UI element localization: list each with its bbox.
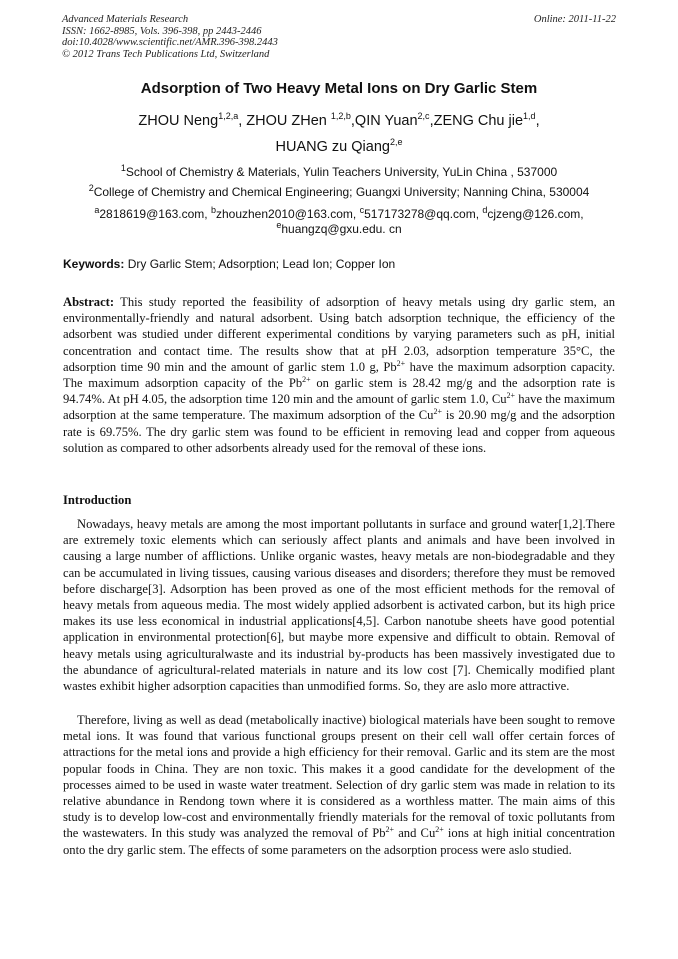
ion-charge: 2+ xyxy=(506,391,516,401)
affiliation-text: College of Chemistry and Chemical Engineering; Guangxi University; Nanning China, 530004 xyxy=(93,185,590,199)
email-address: 2818619@163.com, xyxy=(99,207,211,221)
email-mark: e xyxy=(276,220,282,230)
abstract-text: This study reported the feasibility of adsorption of heavy metals using dry garlic stem, an environmentally-friendly and natural adsorbent. Using batch adsorption technique, the efficiency of the adsorbent was studied under different experimental conditions by varying parameters such as pH, initial concentration and contact time. The results show that at pH 2.03, adsorption temperature 35°C, the adsorption time 90 min and the amount of garlic stem 1.0 g, Pb xyxy=(63,295,615,374)
abstract-text: have the maximum adsorption at the same temperature. The maximum adsorption of the Cu xyxy=(63,392,615,423)
affiliation-mark: 2 xyxy=(88,183,94,193)
email-address: zhouzhen2010@163.com, xyxy=(215,207,360,221)
author-separator: , xyxy=(535,113,540,129)
author-line-1 xyxy=(0,113,678,129)
author-name: ,ZENG Chu jie xyxy=(429,113,524,129)
email-address: huangzq@gxu.edu. cn xyxy=(281,222,402,236)
online-date: Online: 2011-11-22 xyxy=(533,14,616,25)
abstract-text: have the maximum adsorption capacity. The maximum adsorption capacity of the Pb xyxy=(63,359,616,391)
paragraph-text: and Cu xyxy=(394,826,436,841)
email-address: 517173278@qq.com, xyxy=(364,207,483,221)
journal-header xyxy=(62,14,616,60)
journal-doi: doi:10.4028/www.scientific.net/AMR.396-398.2443 xyxy=(62,37,278,48)
affiliation-text: School of Chemistry & Materials, Yulin Teachers University, YuLin China , 537000 xyxy=(125,165,558,179)
author-name: ZHOU Neng xyxy=(138,113,219,129)
email-mark: b xyxy=(210,205,216,215)
email-line-2 xyxy=(0,222,678,237)
email-address: cjzeng@126.com, xyxy=(487,207,584,221)
author-affil-mark: 1,2,a xyxy=(218,111,239,122)
email-mark: d xyxy=(482,205,488,215)
paragraph-text: ions at high initial concentration onto the dry garlic stem. The effects of some parameters on the adsorption process were aslo studied. xyxy=(63,826,615,857)
journal-issn: ISSN: 1662-8985, Vols. 396-398, pp 2443-2446 xyxy=(62,25,262,37)
abstract-text: is 20.90 mg/g and the adsorption rate is 69.75%. The dry garlic stem was found to be efficient in removing lead and copper from aqueous solution as compared to other adsorbents already used for the removal of these ions. xyxy=(63,408,615,455)
keywords-label: Keywords: xyxy=(63,257,125,271)
ion-charge: 2+ xyxy=(433,407,442,417)
author-name: ,QIN Yuan xyxy=(350,113,418,129)
abstract-label: Abstract: xyxy=(63,295,115,309)
introduction-paragraph-2 xyxy=(63,712,615,858)
keywords-text: Dry Garlic Stem; Adsorption; Lead Ion; Copper Ion xyxy=(124,257,396,271)
journal-copyright: © 2012 Trans Tech Publications Ltd, Switzerland xyxy=(62,48,270,60)
paragraph-text: Therefore, living as well as dead (metabolically inactive) biological materials have been sought to remove metal ions. It was found that various functional groups present on their cell wall offer certain forces of attractions for the metal ions and provide a high efficiency for their removal. Garlic and its stem are the most popular foods in China. They are non toxic. This makes it a good candidate for the development of the processes aimed to be used in waste water treatment. Selection of dry garlic stem was made in relation to its relative abundance in Rendong town where it is considered as a worthless matter. The main aims of this study is to develop low-cost and environmentally friendly materials for the removal of toxic pollutants from the wastewaters. In this study was analyzed the removal of Pb xyxy=(63,713,615,841)
email-list xyxy=(0,207,678,237)
ion-charge: 2+ xyxy=(302,374,311,384)
author-affil-mark: 1,d xyxy=(523,111,536,122)
introduction-paragraph-1 xyxy=(63,516,615,694)
abstract-text: on garlic stem is 28.42 mg/g and the adsorption rate is 94.74%. At pH 4.05, the adsorption time 120 min and the amount of garlic stem 1.0, Cu xyxy=(63,376,616,407)
section-heading-introduction: Introduction xyxy=(63,493,132,507)
ion-charge: 2+ xyxy=(385,825,395,835)
ion-charge: 2+ xyxy=(396,358,406,368)
author-affil-mark: 1,2,b xyxy=(330,111,351,122)
author-name: HUANG zu Qiang xyxy=(275,139,390,155)
email-mark: a xyxy=(94,205,100,215)
author-affil-mark: 2,e xyxy=(389,137,403,148)
email-mark: c xyxy=(359,205,365,215)
abstract xyxy=(63,294,615,456)
affiliation-2 xyxy=(0,185,678,199)
affiliation-1 xyxy=(0,165,678,179)
affiliation-mark: 1 xyxy=(120,163,126,173)
paper-title: Adsorption of Two Heavy Metal Ions on Dry Garlic Stem xyxy=(140,80,538,97)
journal-name: Advanced Materials Research xyxy=(62,14,189,25)
email-line-1 xyxy=(0,207,678,222)
paragraph-text: Nowadays, heavy metals are among the most important pollutants in surface and ground water[1,2].There are extremely toxic elements which can seriously affect plants and animals and have been involved in causing a large number of afflictions. Unlike organic wastes, heavy metals are non-biodegradable and they can be accumulated in living tissues, causing various diseases and disorders; therefore they must be removed before discharge[3]. Adsorption has been proved as one of the most efficient methods for the removal of heavy metals from aqueous media. The most widely applied adsorbent is activated carbon, but its high price makes its use less economical in industrial applications[4,5]. Carbon nanotube sheets have good potential application in environmental protection[6], but maybe more expensive and difficult to obtain. Removal of heavy metals using agriculturalwaste and its industrial by-products has been massively investigated due to the abundance of agricultural-related materials in nature and its low cost [7]. Chemically modified plant wastes exhibit higher adsorption capacities than unmodified forms. So, they are aslo more attractive. xyxy=(63,517,615,694)
author-line-2 xyxy=(0,139,678,155)
author-name: , ZHOU ZHen xyxy=(238,113,331,129)
keywords xyxy=(63,257,615,271)
ion-charge: 2+ xyxy=(435,825,444,835)
author-affil-mark: 2,c xyxy=(417,111,430,122)
